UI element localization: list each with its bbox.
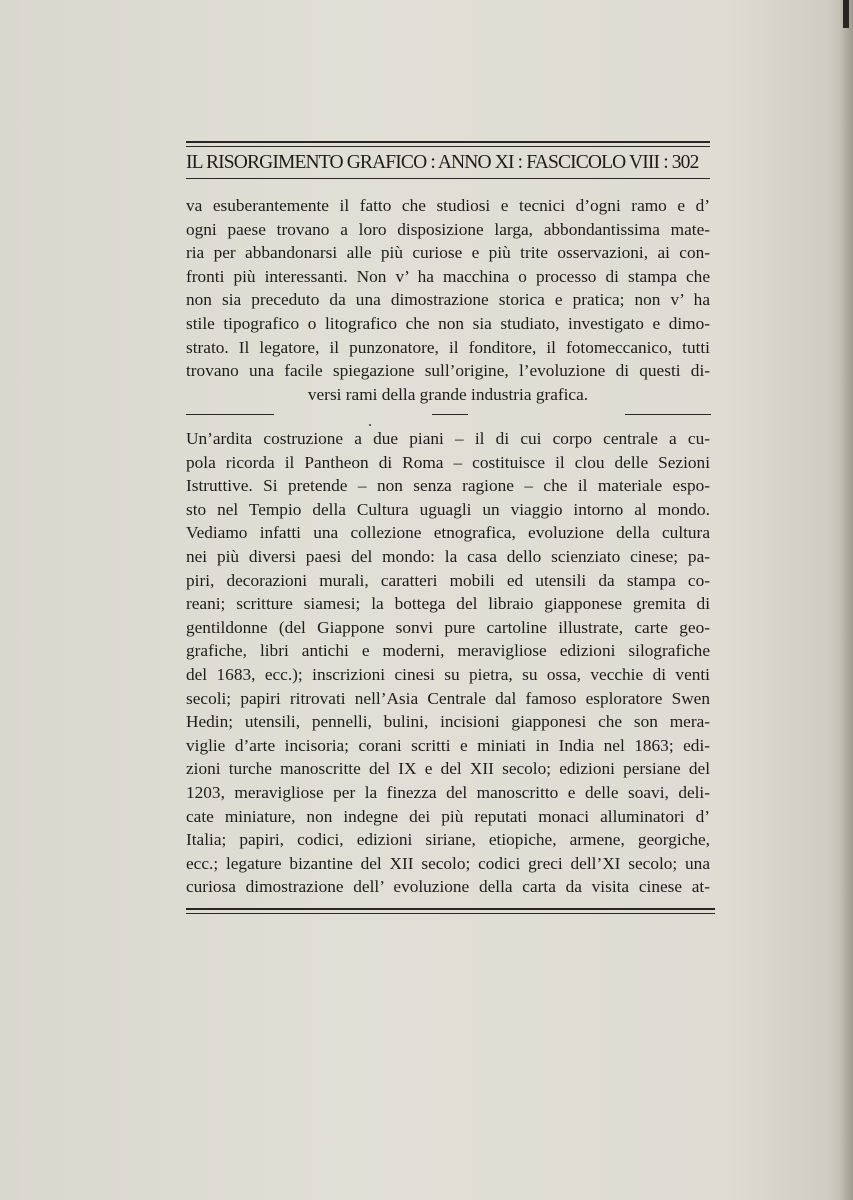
text-line: grafiche, libri antichi e moderni, meravigliose edizioni silografiche — [186, 641, 710, 661]
text-line: Istruttive. Si pretende – non senza ragione – che il materiale espo- — [186, 476, 710, 496]
text-line: cate miniature, non indegne dei più reputati monaci alluminatori d’ — [186, 806, 710, 826]
page-edge-shadow — [839, 0, 853, 1200]
text-line: ria per abbandonarsi alle più curiose e più trite osservazioni, ai con- — [186, 243, 710, 263]
text-line: Hedin; utensili, pennelli, bulini, incisioni giapponesi che son mera- — [186, 712, 710, 732]
text-line: Italia; papiri, codici, edizioni siriane, etiopiche, armene, georgiche, — [186, 830, 710, 850]
text-line: curiosa dimostrazione dell’ evoluzione della carta da visita cinese at- — [186, 877, 710, 897]
separator-right — [625, 414, 711, 415]
text-line: non sia preceduto da una dimostrazione storica e pratica; non v’ ha — [186, 290, 710, 310]
text-line: ogni paese trovano a loro disposizione larga, abbondantissima mate- — [186, 219, 710, 239]
text-line: piri, decorazioni murali, caratteri mobili ed utensili da stampa co- — [186, 570, 710, 590]
text-line: ecc.; legature bizantine del XII secolo; codici greci dell’XI secolo; una — [186, 853, 710, 873]
paragraph-1 — [186, 194, 710, 406]
footer-rule-thin — [186, 913, 715, 914]
text-line: trovano una facile spiegazione sull’origine, l’evoluzione di questi di- — [186, 361, 710, 381]
header-top-rule — [186, 141, 710, 147]
text-line: zioni turche manoscritte del IX e del XII secolo; edizioni persiane del — [186, 759, 710, 779]
text-line: strato. Il legatore, il punzonatore, il fonditore, il fotomeccanico, tutti — [186, 337, 710, 357]
text-line: nei più diversi paesi del mondo: la casa dello scienziato cinese; pa- — [186, 546, 710, 566]
header-bottom-rule — [186, 178, 710, 179]
text-line: del 1683, ecc.); inscrizioni cinesi su pietra, su ossa, vecchie di venti — [186, 664, 710, 684]
text-line: stile tipografico o litografico che non sia studiato, investigato e dimo- — [186, 313, 710, 333]
text-line: gentildonne (del Giappone sonvi pure cartoline illustrate, carte geo- — [186, 617, 710, 637]
text-line: pola ricorda il Pantheon di Roma – costituisce il clou delle Sezioni — [186, 452, 710, 472]
text-line: va esuberantemente il fatto che studiosi e tecnici d’ogni ramo e d’ — [186, 196, 710, 215]
running-header-text: IL RISORGIMENTO GRAFICO : ANNO XI : FASCICOLO VIII : 302 — [186, 152, 699, 173]
text-line: reani; scritture siamesi; la bottega del libraio giapponese gremita di — [186, 594, 710, 614]
text-line: 1203, meravigliose per la finezza del manoscritto e delle soavi, deli- — [186, 782, 710, 802]
text-line: secoli; papiri ritrovati nell’Asia Centrale dal famoso esploratore Swen — [186, 688, 710, 708]
text-line: viglie d’arte incisoria; corani scritti e miniati in India nel 1863; edi- — [186, 735, 710, 755]
text-line: sto nel Tempio della Cultura uguagli un viaggio intorno al mondo. — [186, 499, 710, 519]
footer-rule-thick — [186, 908, 715, 910]
separator-left — [186, 414, 274, 415]
page-edge-mark — [843, 0, 849, 28]
separator-center — [432, 414, 468, 415]
running-header — [186, 152, 710, 174]
text-line: fronti più interessanti. Non v’ ha macchina o processo di stampa che — [186, 266, 710, 286]
separator-dot — [369, 424, 371, 426]
text-line: Un’ardita costruzione a due piani – il di cui corpo centrale a cu- — [186, 429, 710, 448]
text-line: versi rami della grande industria grafica. — [307, 384, 589, 404]
text-line: Vediamo infatti una collezione etnografica, evoluzione della cultura — [186, 523, 710, 543]
paragraph-2 — [186, 427, 710, 899]
